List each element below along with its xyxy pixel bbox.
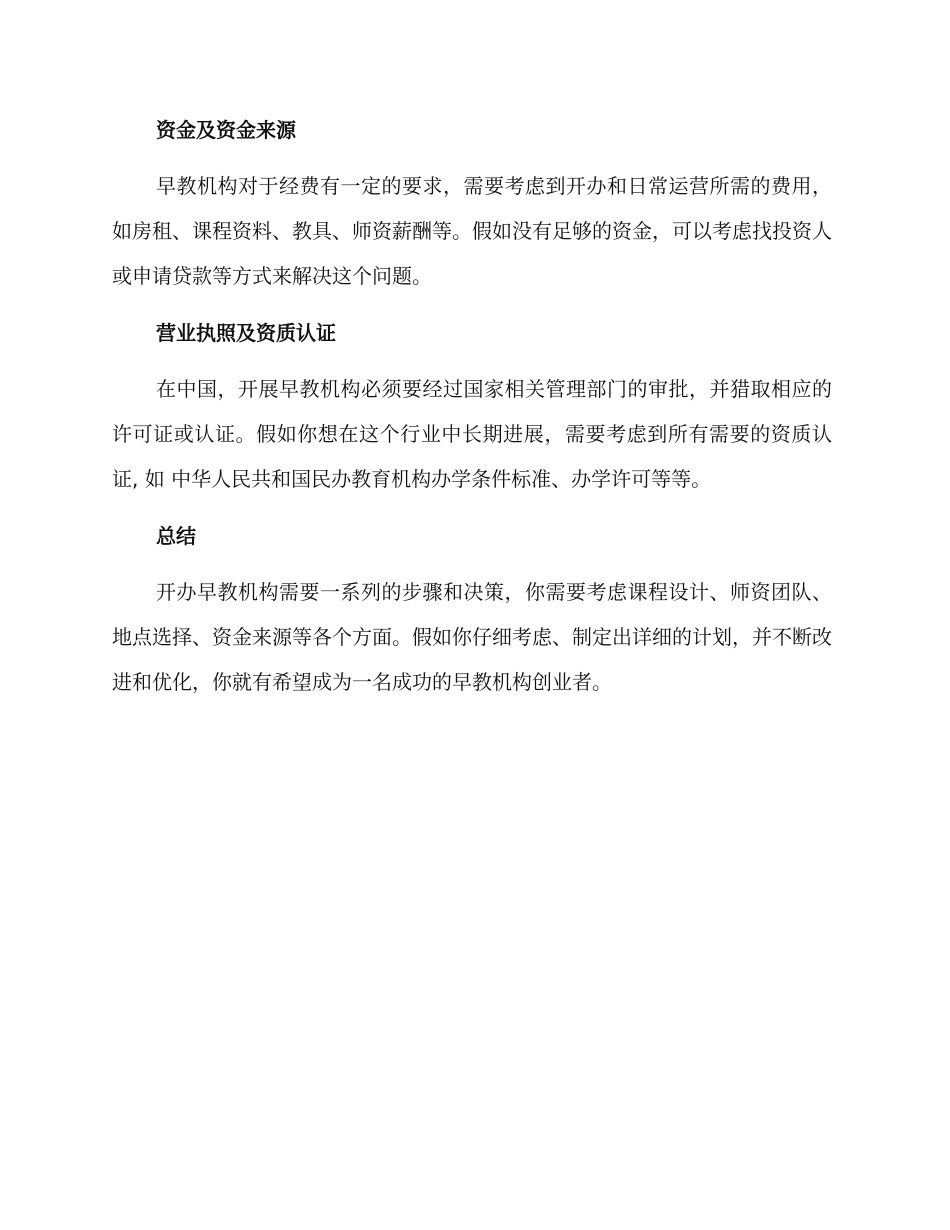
section-paragraph: 开办早教机构需要一系列的步骤和决策，你需要考虑课程设计、师资团队、地点选择、资金来源等各个方面。假如你仔细考虑、制定出详细的计划，并不断改进和优化，你就有希望成为一名成功的早教机构创业者。: [112, 580, 832, 694]
section-summary: [112, 514, 832, 705]
section-paragraph: 在中国，开展早教机构必须要经过国家相关管理部门的审批，并猎取相应的许可证或认证。假如你想在这个行业中长期进展，需要考虑到所有需要的资质认证, 如 中华人民共和国民办教育机构办学条件标准、办学许可等等。: [112, 377, 832, 491]
section-heading: 营业执照及资质认证: [156, 321, 336, 345]
section-funding: [112, 108, 832, 299]
section-license: [112, 311, 832, 502]
section-paragraph: 早教机构对于经费有一定的要求，需要考虑到开办和日常运营所需的费用，如房租、课程资料、教具、师资薪酬等。假如没有足够的资金，可以考虑找投资人或申请贷款等方式来解决这个问题。: [112, 174, 832, 288]
section-heading: 总结: [156, 524, 196, 548]
document-page: [112, 108, 832, 717]
section-heading: 资金及资金来源: [156, 118, 296, 142]
